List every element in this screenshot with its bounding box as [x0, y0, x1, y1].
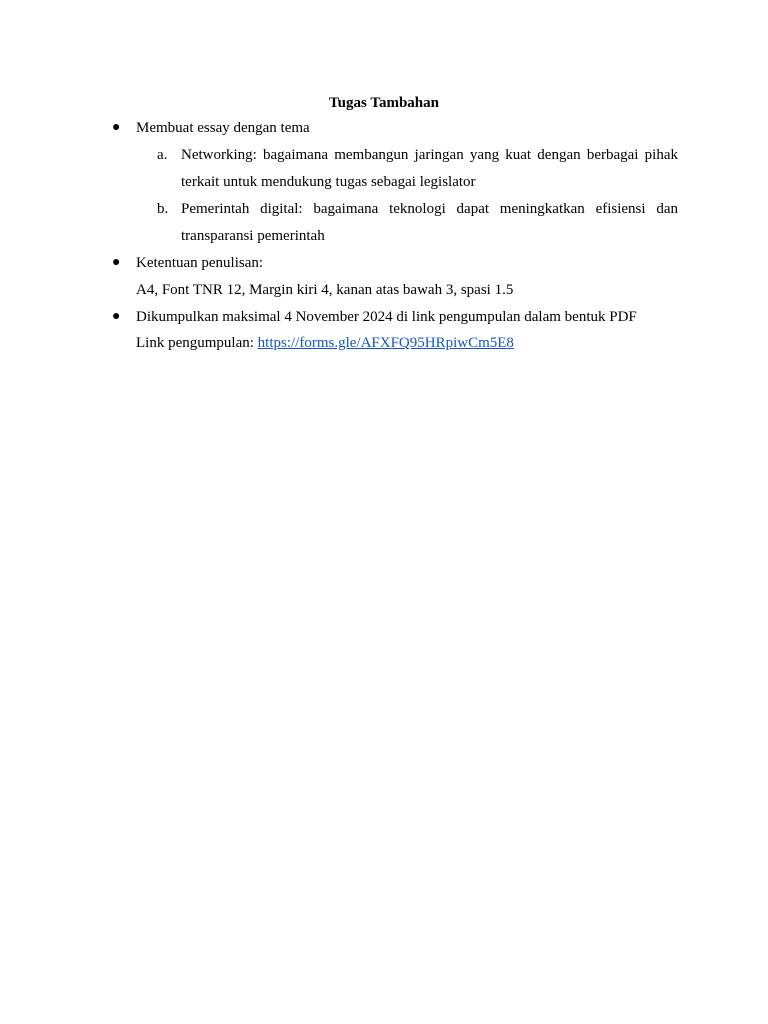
submission-link[interactable]: https://forms.gle/AFXFQ95HRpiwCm5E8 [257, 335, 514, 351]
submission-link-line [136, 333, 514, 353]
sub-item-text [181, 142, 678, 196]
bullet-icon: ● [112, 255, 121, 270]
sub-item-line: terkait untuk mendukung tugas sebagai legislator [181, 174, 476, 190]
sub-item-text [181, 196, 678, 250]
sub-item-marker: a. [157, 147, 168, 163]
bullet-text: Dikumpulkan maksimal 4 November 2024 di link pengumpulan dalam bentuk PDF [136, 309, 637, 325]
bullet-text: Ketentuan penulisan: [136, 255, 264, 271]
bullet-icon: ● [112, 309, 121, 324]
bullet-icon: ● [112, 120, 121, 135]
sub-item-line: transparansi pemerintah [181, 228, 325, 244]
bullet-text: Membuat essay dengan tema [136, 120, 310, 136]
sub-item-marker: b. [157, 201, 169, 217]
sub-item-line: Networking: bagaimana membangun jaringan yang kuat dengan berbagai pihak [181, 147, 678, 163]
submission-link-label: Link pengumpulan: [136, 335, 258, 351]
format-requirements: A4, Font TNR 12, Margin kiri 4, kanan atas bawah 3, spasi 1.5 [136, 282, 514, 298]
document-title: Tugas Tambahan [329, 95, 439, 111]
sub-item-line: Pemerintah digital: bagaimana teknologi dapat meningkatkan efisiensi dan [181, 201, 678, 217]
